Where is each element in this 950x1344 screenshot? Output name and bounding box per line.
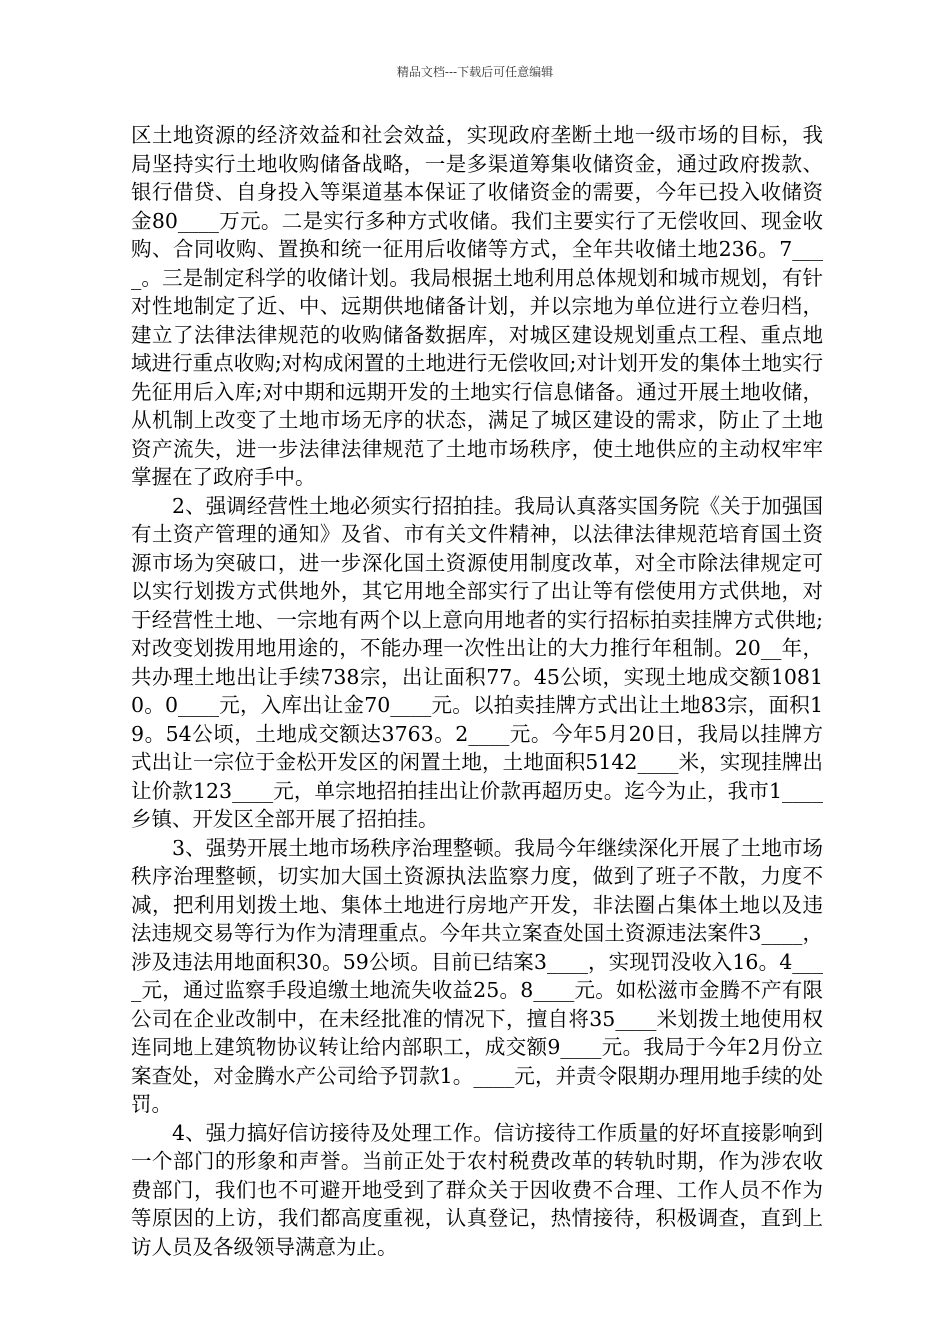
paragraph-1: 区土地资源的经济效益和社会效益，实现政府垄断土地一级市场的目标，我局坚持实行土地收购储备战略，一是多渠道筹集收储资金，通过政府拨款、银行借贷、自身投入等渠道基本保证了收储资金的需要，今年已投入收储资金80____万元。二是实行多种方式收储。我们主要实行了无偿收回、现金收购、合同收购、置换和统一征用后收储等方式，全年共收储土地236。7____。三是制定科学的收储计划。我局根据土地利用总体规划和城市规划，有针对性地制定了近、中、远期供地储备计划，并以宗地为单位进行立卷归档，建立了法律法律规范的收购储备数据库，对城区建设规划重点工程、重点地域进行重点收购;对构成闲置的土地进行无偿收回;对计划开发的集体土地实行先征用后入库;对中期和远期开发的土地实行信息储备。通过开展土地收储，从机制上改变了土地市场无序的状态，满足了城区建设的需求，防止了土地资产流失，进一步法律法律规范了土地市场秩序，使土地供应的主动权牢牢掌握在了政府手中。: [131, 123, 823, 489]
paragraph-3: 3、强势开展土地市场秩序治理整顿。我局今年继续深化开展了土地市场秩序治理整顿，切实加大国土资源执法监察力度，做到了班子不散，力度不减，把利用划拨土地、集体土地进行房地产开发，非法圈占集体土地以及违法违规交易等行为作为清理重点。今年共立案查处国土资源违法案件3____，涉及违法用地面积30。59公顷。目前已结案3____，实现罚没收入16。4____元，通过监察手段追缴土地流失收益25。8____元。如松滋市金腾不产有限公司在企业改制中，在未经批准的情况下，擅自将35____米划拨土地使用权连同地上建筑物协议转让给内部职工，成交额9____元。我局于今年2月份立案查处，对金腾水产公司给予罚款1。____元，并责令限期办理用地手续的处罚。: [131, 835, 823, 1116]
paragraph-4: 4、强力搞好信访接待及处理工作。信访接待工作质量的好坏直接影响到一个部门的形象和声誉。当前正处于农村税费改革的转轨时期，作为涉农收费部门，我们也不可避开地受到了群众关于因收费不合理、工作人员不作为等原因的上访，我们都高度重视，认真登记，热情接待，积极调查，直到上访人员及各级领导满意为止。: [131, 1120, 823, 1259]
page-header: 精品文档---下载后可任意编辑: [396, 65, 554, 79]
paragraph-2: 2、强调经营性土地必须实行招拍挂。我局认真落实国务院《关于加强国有土资产管理的通知》及省、市有关文件精神，以法律法律规范培育国土资源市场为突破口，进一步深化国土资源使用制度改革，对全市除法律规定可以实行划拨方式供地外，其它用地全部实行了出让等有偿使用方式供地，对于经营性土地、一宗地有两个以上意向用地者的实行招标拍卖挂牌方式供地;对改变划拨用地用途的，不能办理一次性出让的大力推行年租制。20__年，共办理土地出让手续738宗，出让面积77。45公顷，实现土地成交额10810。0____元，入库出让金70____元。以拍卖挂牌方式出让土地83宗，面积19。54公顷，土地成交额达3763。2____元。今年5月20日，我局以挂牌方式出让一宗位于金松开发区的闲置土地，土地面积5142____米，实现挂牌出让价款123____元，单宗地招拍挂出让价款再超历史。迄今为止，我市1____乡镇、开发区全部开展了招拍挂。: [131, 493, 823, 831]
document-body: [131, 121, 823, 1261]
